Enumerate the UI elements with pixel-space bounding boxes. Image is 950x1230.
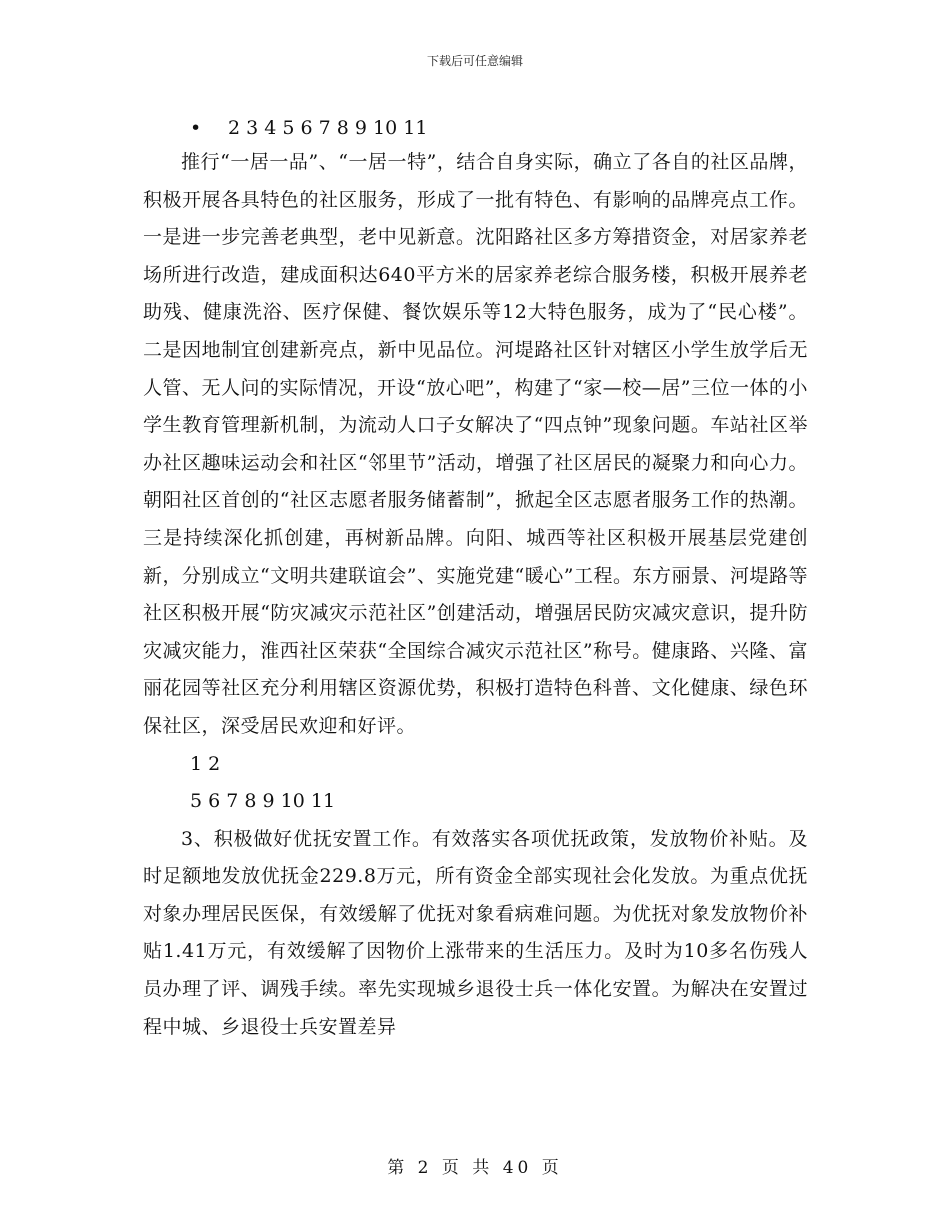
paragraph-community-brands: 推行“一居一品”、“一居一特”，结合自身实际，确立了各自的社区品牌，积极开展各具特色的社区服务，形成了一批有特色、有影响的品牌亮点工作。一是进一步完善老典型，老中见新意。沈阳路社区多方筹措资金，对居家养老场所进行改造，建成面积达640平方米的居家养老综合服务楼，积极开展养老助残、健康洗浴、医疗保健、餐饮娱乐等12大特色服务，成为了“民心楼”。二是因地制宜创建新亮点，新中见品位。河堤路社区针对辖区小学生放学后无人管、无人问的实际情况，开设“放心吧”，构建了“家—校—居”三位一体的小学生教育管理新机制，为流动人口子女解决了“四点钟”现象问题。车站社区举办社区趣味运动会和社区“邻里节”活动，增强了社区居民的凝聚力和向心力。朝阳社区首创的“社区志愿者服务储蓄制”，掀起全区志愿者服务工作的热潮。三是持续深化抓创建，再树新品牌。向阳、城西等社区积极开展基层党建创新，分别成立“文明共建联谊会”、实施党建“暖心”工程。东方丽景、河堤路等社区积极开展“防灾减灾示范社区”创建活动，增强居民防灾减灾意识，提升防灾减灾能力，淮西社区荣获“全国综合减灾示范社区”称号。健康路、兴隆、富丽花园等社区充分利用辖区资源优势，积极打造特色科普、文化健康、绿色环保社区，深受居民欢迎和好评。	[143, 151, 808, 737]
numbers-line-2: 5 6 7 8 9 10 11	[190, 790, 336, 813]
bullet-number-line	[190, 112, 808, 144]
document-body	[143, 112, 808, 1046]
bullet-icon: •	[190, 117, 202, 139]
bullet-numbers: 2 3 4 5 6 7 8 9 10 11	[228, 117, 428, 139]
paragraph-preferential-placement: 3、积极做好优抚安置工作。有效落实各项优抚政策，发放物价补贴。及时足额地发放优抚金229.8万元，所有资金全部实现社会化发放。为重点优抚对象办理居民医保，有效缓解了优抚对象看病难问题。为优抚对象发放物价补贴1.41万元，有效缓解了因物价上涨带来的生活压力。及时为10多名伤残人员办理了评、调残手续。率先实现城乡退役士兵一体化安置。为解决在安置过程中城、乡退役士兵安置差异	[143, 827, 808, 1038]
page-number-footer: 第 2 页 共 40 页	[387, 1158, 563, 1178]
header-note: 下载后可任意编辑	[426, 54, 523, 68]
numbers-line-1: 1 2	[190, 752, 221, 775]
